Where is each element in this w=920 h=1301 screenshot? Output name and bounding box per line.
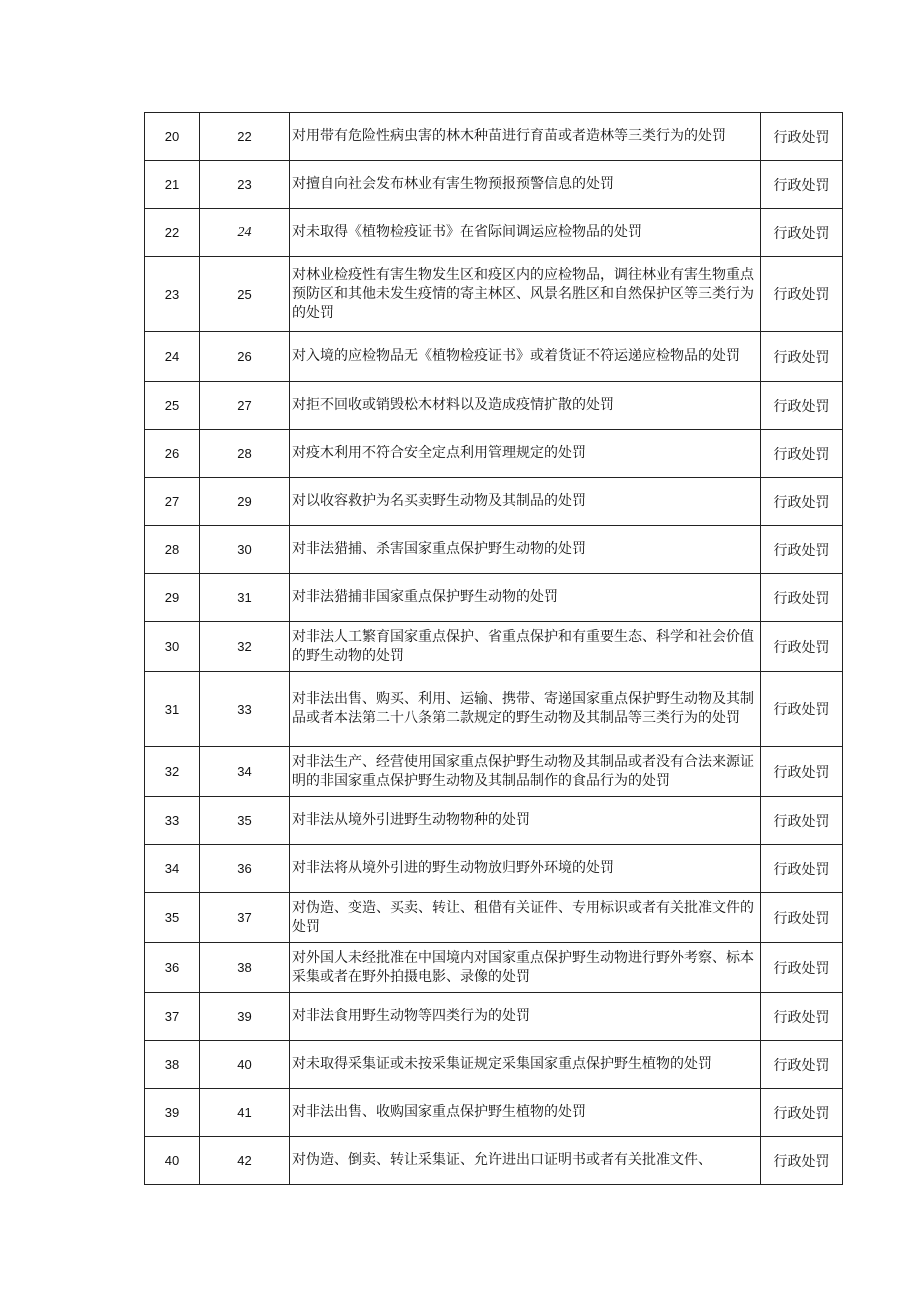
- row-seq-cell: 40: [145, 1137, 200, 1185]
- row-name-cell: 对伪造、倒卖、转让采集证、允许进出口证明书或者有关批准文件、: [290, 1137, 761, 1185]
- row-name-cell: 对非法食用野生动物等四类行为的处罚: [290, 993, 761, 1041]
- row-name-cell: 对以收容救护为名买卖野生动物及其制品的处罚: [290, 478, 761, 526]
- row-name-cell: 对用带有危险性病虫害的林木种苗进行育苗或者造林等三类行为的处罚: [290, 113, 761, 161]
- row-type-cell: 行政处罚: [761, 1041, 843, 1089]
- row-seq-cell: 30: [145, 622, 200, 672]
- row-type-cell: 行政处罚: [761, 332, 843, 382]
- row-seq-cell: 25: [145, 382, 200, 430]
- row-name-cell: 对林业检疫性有害生物发生区和疫区内的应检物品，调往林业有害生物重点预防区和其他未发生疫情的寄主林区、风景名胜区和自然保护区等三类行为的处罚: [290, 257, 761, 332]
- row-num-cell: 24: [200, 209, 290, 257]
- row-type-cell: 行政处罚: [761, 672, 843, 747]
- row-num-cell: 37: [200, 893, 290, 943]
- row-name-cell: 对伪造、变造、买卖、转让、租借有关证件、专用标识或者有关批准文件的处罚: [290, 893, 761, 943]
- table-row: [145, 113, 843, 161]
- row-num-cell: 29: [200, 478, 290, 526]
- row-type-cell: 行政处罚: [761, 257, 843, 332]
- row-name-cell: 对非法猎捕、杀害国家重点保护野生动物的处罚: [290, 526, 761, 574]
- table-row: [145, 257, 843, 332]
- row-name-cell: 对非法出售、购买、利用、运输、携带、寄递国家重点保护野生动物及其制品或者本法第二十八条第二款规定的野生动物及其制品等三类行为的处罚: [290, 672, 761, 747]
- row-seq-cell: 32: [145, 747, 200, 797]
- table-row: [145, 574, 843, 622]
- row-num-cell: 38: [200, 943, 290, 993]
- row-name-cell: 对非法人工繁育国家重点保护、省重点保护和有重要生态、科学和社会价值的野生动物的处罚: [290, 622, 761, 672]
- row-num-cell: 32: [200, 622, 290, 672]
- row-type-cell: 行政处罚: [761, 747, 843, 797]
- row-name-cell: 对非法猎捕非国家重点保护野生动物的处罚: [290, 574, 761, 622]
- table-row: [145, 161, 843, 209]
- row-num-cell: 33: [200, 672, 290, 747]
- row-num-cell: 30: [200, 526, 290, 574]
- row-seq-cell: 23: [145, 257, 200, 332]
- table-row: [145, 622, 843, 672]
- row-num-cell: 25: [200, 257, 290, 332]
- row-type-cell: 行政处罚: [761, 430, 843, 478]
- table-row: [145, 943, 843, 993]
- row-name-cell: 对擅自向社会发布林业有害生物预报预警信息的处罚: [290, 161, 761, 209]
- row-num-cell: 28: [200, 430, 290, 478]
- row-num-cell: 39: [200, 993, 290, 1041]
- row-type-cell: 行政处罚: [761, 526, 843, 574]
- table-row: [145, 478, 843, 526]
- row-name-cell: 对未取得采集证或未按采集证规定采集国家重点保护野生植物的处罚: [290, 1041, 761, 1089]
- table-row: [145, 672, 843, 747]
- table-row: [145, 526, 843, 574]
- table-row: [145, 1089, 843, 1137]
- table-row: [145, 797, 843, 845]
- row-type-cell: 行政处罚: [761, 943, 843, 993]
- table-row: [145, 382, 843, 430]
- table-row: [145, 993, 843, 1041]
- row-type-cell: 行政处罚: [761, 1137, 843, 1185]
- row-type-cell: 行政处罚: [761, 209, 843, 257]
- row-seq-cell: 35: [145, 893, 200, 943]
- row-seq-cell: 24: [145, 332, 200, 382]
- row-seq-cell: 21: [145, 161, 200, 209]
- table-row: [145, 845, 843, 893]
- row-num-cell: 41: [200, 1089, 290, 1137]
- row-type-cell: 行政处罚: [761, 382, 843, 430]
- row-seq-cell: 22: [145, 209, 200, 257]
- row-type-cell: 行政处罚: [761, 622, 843, 672]
- row-type-cell: 行政处罚: [761, 993, 843, 1041]
- table-row: [145, 209, 843, 257]
- row-seq-cell: 31: [145, 672, 200, 747]
- row-name-cell: 对非法出售、收购国家重点保护野生植物的处罚: [290, 1089, 761, 1137]
- row-num-cell: 35: [200, 797, 290, 845]
- row-name-cell: 对非法生产、经营使用国家重点保护野生动物及其制品或者没有合法来源证明的非国家重点保护野生动物及其制品制作的食品行为的处罚: [290, 747, 761, 797]
- row-num-cell: 23: [200, 161, 290, 209]
- row-type-cell: 行政处罚: [761, 574, 843, 622]
- row-num-cell: 40: [200, 1041, 290, 1089]
- row-num-cell: 36: [200, 845, 290, 893]
- row-num-cell: 27: [200, 382, 290, 430]
- row-seq-cell: 39: [145, 1089, 200, 1137]
- row-num-cell: 22: [200, 113, 290, 161]
- row-num-cell: 31: [200, 574, 290, 622]
- penalty-items-table: [144, 112, 843, 1185]
- row-seq-cell: 26: [145, 430, 200, 478]
- table-row: [145, 430, 843, 478]
- table-row: [145, 1137, 843, 1185]
- row-type-cell: 行政处罚: [761, 893, 843, 943]
- row-seq-cell: 28: [145, 526, 200, 574]
- row-seq-cell: 37: [145, 993, 200, 1041]
- row-name-cell: 对非法从境外引进野生动物物种的处罚: [290, 797, 761, 845]
- row-type-cell: 行政处罚: [761, 797, 843, 845]
- row-type-cell: 行政处罚: [761, 113, 843, 161]
- row-seq-cell: 38: [145, 1041, 200, 1089]
- row-name-cell: 对拒不回收或销毁松木材料以及造成疫情扩散的处罚: [290, 382, 761, 430]
- row-seq-cell: 29: [145, 574, 200, 622]
- row-num-cell: 26: [200, 332, 290, 382]
- row-name-cell: 对入境的应检物品无《植物检疫证书》或着货证不符运递应检物品的处罚: [290, 332, 761, 382]
- row-num-cell: 42: [200, 1137, 290, 1185]
- row-name-cell: 对非法将从境外引进的野生动物放归野外环境的处罚: [290, 845, 761, 893]
- row-name-cell: 对未取得《植物检疫证书》在省际间调运应检物品的处罚: [290, 209, 761, 257]
- table-row: [145, 747, 843, 797]
- row-seq-cell: 27: [145, 478, 200, 526]
- row-name-cell: 对外国人未经批准在中国境内对国家重点保护野生动物进行野外考察、标本采集或者在野外拍摄电影、录像的处罚: [290, 943, 761, 993]
- row-type-cell: 行政处罚: [761, 1089, 843, 1137]
- row-type-cell: 行政处罚: [761, 845, 843, 893]
- row-num-cell: 34: [200, 747, 290, 797]
- row-type-cell: 行政处罚: [761, 161, 843, 209]
- row-seq-cell: 36: [145, 943, 200, 993]
- table-row: [145, 893, 843, 943]
- table-row: [145, 1041, 843, 1089]
- row-seq-cell: 34: [145, 845, 200, 893]
- row-type-cell: 行政处罚: [761, 478, 843, 526]
- row-seq-cell: 20: [145, 113, 200, 161]
- row-seq-cell: 33: [145, 797, 200, 845]
- row-name-cell: 对疫木利用不符合安全定点利用管理规定的处罚: [290, 430, 761, 478]
- table-row: [145, 332, 843, 382]
